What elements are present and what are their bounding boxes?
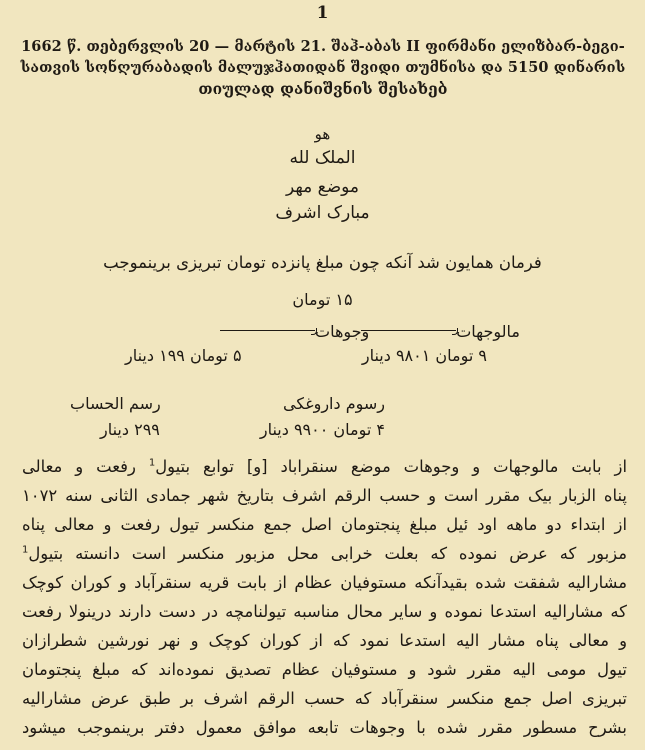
darughegi-label: رسوم داروغکی: [283, 394, 385, 413]
vojuhat-label-text: وجوهات: [315, 322, 370, 341]
footnote-marker: 1: [148, 457, 156, 469]
darughegi-value: ۴ تومان ۹۹۰۰ دینار: [259, 420, 385, 439]
seal-line-2: موضع مهر: [285, 177, 360, 197]
heading-line-2: სათვის სონღურაბადის მალუჯჰათიდან შვიდი თუმნისა და 5150 დინარის: [20, 59, 626, 76]
malojehat-value: ۹ تومان ۹۸۰۱ دینار: [361, 346, 487, 365]
vojuhat-label: [220, 322, 369, 341]
seal-line-3: مبارک اشرف: [275, 203, 370, 223]
body-line-10: بشرح مسطور مقرر شده با وجوهات تابعه موافق معمول دفتر برینموجب میشود: [22, 718, 627, 737]
page-number: 1: [316, 3, 329, 23]
body-line-4: [22, 544, 627, 563]
malojehat-label-text: مالوجهات: [456, 322, 520, 341]
body-line-1: [22, 457, 627, 476]
seal-line-1: الملک لله: [289, 148, 356, 168]
vojuhat-dash: [220, 330, 315, 331]
hesab-label: رسم الحساب: [70, 394, 161, 413]
body-line-9: تبریزی اصل جمع منکسر سنقرآباد که حسب الرقم اشرف بر طبق عرض مشارالیه: [22, 689, 627, 708]
body-text-1-tail: رفعت و معالی: [22, 457, 149, 476]
vojuhat-value: ۵ تومان ۱۹۹ دینار: [125, 346, 242, 365]
body-line-3: از ابتداء دو ماهه اود ئیل مبلغ پنجتومان اصل جمع منکسر تیول رفعت و معالی پناه: [22, 515, 627, 534]
invocation: هو: [314, 125, 331, 143]
body-line-5: مشارالیه شفقت شده بقیدآنکه مستوفیان عظام از بابت قریه سنقرآباد و کوران کوچک: [22, 573, 627, 592]
body-line-2: پناه الزبار بیک مقرر است و حسب الرقم اشرف بتاریخ شهر جمادی الثانی سنه ۱۰۷۲: [22, 486, 627, 505]
body-line-7: و معالی پناه مشار الیه استدعا نمود که از کوران کوچک و نهر نورشین شطرازان: [22, 631, 627, 650]
body-line-8: تیول مومی الیه مقرر شود و مستوفیان عظام تصدیق نموده‌اند که مبلغ پنجتومان: [22, 660, 627, 679]
total-amount: ۱۵ تومان: [292, 290, 353, 309]
body-line-6: که مشارالیه استدعا نموده و سایر محال مناسبه تیولنامچه در دست دارند درینولا رفعت: [22, 602, 627, 621]
footnote-marker: 1: [22, 544, 29, 556]
malojehat-dash: [361, 330, 456, 331]
heading-line-1: 1662 წ. თებერვლის 20 — მარტის 21. შაჰ-აბას II ფირმანი ელიზბარ-ბეგი-: [21, 38, 625, 55]
hesab-value: ۲۹۹ دینار: [100, 420, 160, 439]
malojehat-label: [361, 322, 520, 341]
document-heading: [18, 36, 628, 99]
body-text-1: از بابت مالوجهات و وجوهات موضع سنقراباد [و] توابع بتیول: [155, 457, 627, 476]
body-text-4: مزبور که عرض نموده که بعلت خرابی محل مزبور منکسر است دانسته بتیول: [28, 544, 627, 563]
opening-line: فرمان همایون شد آنکه چون مبلغ پانزده تومان تبریزی برینموجب: [103, 253, 542, 272]
heading-line-3: თიულად დანიშვნის შესახებ: [198, 79, 448, 98]
